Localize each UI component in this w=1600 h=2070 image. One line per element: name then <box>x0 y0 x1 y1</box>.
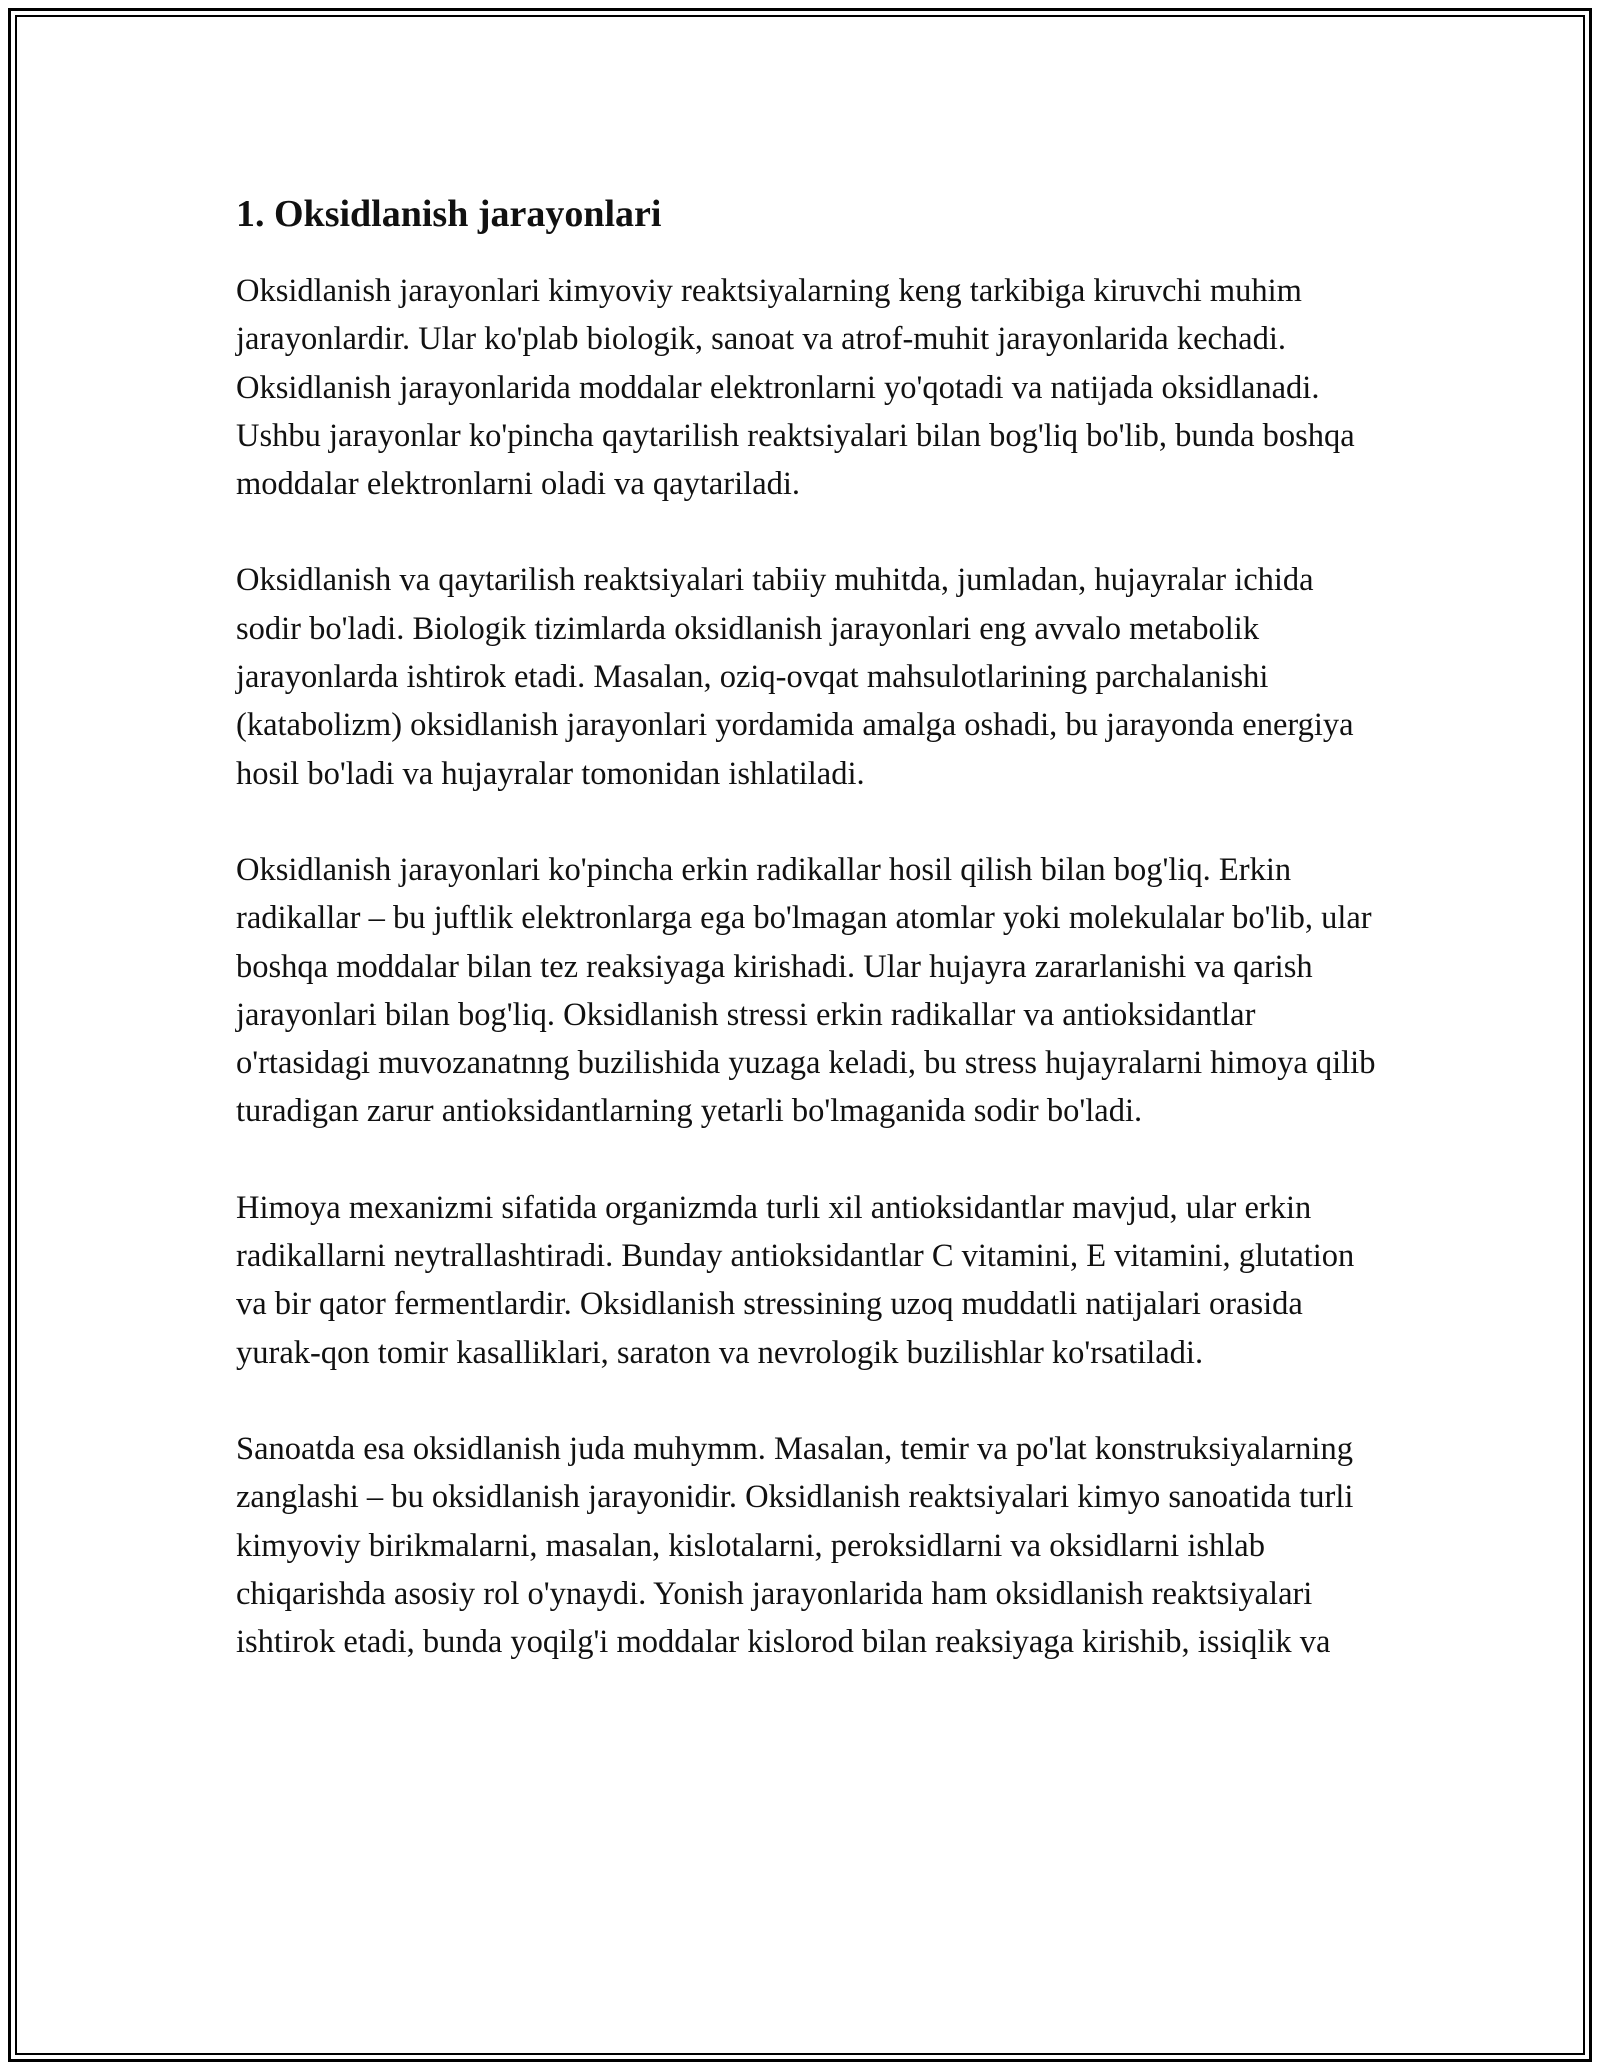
paragraph-2: Oksidlanish va qaytarilish reaktsiyalari tabiiy muhitda, jumladan, hujayralar ichida sodir bo'ladi. Biologik tizimlarda oksidlanish jarayonlari eng avvalo metabolik jarayonlarda ishtirok etadi. Masalan, oziq-ovqat mahsulotlarining parchalanishi (katabolizm) oksidlanish jarayonlari yordamida amalga oshadi, bu jarayonda energiya hosil bo'ladi va hujayralar tomonidan ishlatiladi. <box>236 562 1354 792</box>
document-body <box>236 186 1376 1666</box>
paragraph-3: Oksidlanish jarayonlari ko'pincha erkin radikallar hosil qilish bilan bog'liq. Erkin radikallar – bu juftlik elektronlarga ega bo'lmagan atomlar yoki molekulalar bo'lib, ular boshqa moddalar bilan tez reaksiyaga kirishadi. Ular hujayra zararlanishi va qarish jarayonlari bilan bog'liq. Oksidlanish stressi erkin radikallar va antioksidantlar o'rtasidagi muvozanatnng buzilishida yuzaga keladi, bu stress hujayralarni himoya qilib turadigan zarur antioksidantlarning yetarli bo'lmaganida sodir bo'ladi. <box>236 851 1376 1130</box>
section-heading: 1. Oksidlanish jarayonlari <box>236 193 662 235</box>
paragraph-4: Himoya mexanizmi sifatida organizmda turli xil antioksidantlar mavjud, ular erkin radikallarni neytrallashtiradi. Bunday antioksidantlar C vitamini, E vitamini, glutation va bir qator fermentlardir. Oksidlanish stressining uzoq muddatli natijalari orasida yurak-qon tomir kasalliklari, saraton va nevrologik buzilishlar ko'rsatiladi. <box>236 1189 1355 1371</box>
paragraph-5: Sanoatda esa oksidlanish juda muhymm. Masalan, temir va po'lat konstruksiyalarning zanglashi – bu oksidlanish jarayonidir. Oksidlanish reaktsiyalari kimyo sanoatida turli kimyoviy birikmalarni, masalan, kislotalarni, peroksidlarni va oksidlarni ishlab chiqarishda asosiy rol o'ynaydi. Yonish jarayonlarida ham oksidlanish reaktsiyalari ishtirok etadi, bunda yoqilg'i moddalar kislorod bilan reaksiyaga kirishib, issiqlik va <box>236 1430 1354 1661</box>
paragraph-1: Oksidlanish jarayonlari kimyoviy reaktsiyalarning keng tarkibiga kiruvchi muhim jarayonlardir. Ular ko'plab biologik, sanoat va atrof-muhit jarayonlarida kechadi. Oksidlanish jarayonlarida moddalar elektronlarni yo'qotadi va natijada oksidlanadi. Ushbu jarayonlar ko'pincha qaytarilish reaktsiyalari bilan bog'liq bo'lib, bunda boshqa moddalar elektronlarni oladi va qaytariladi. <box>236 273 1355 503</box>
